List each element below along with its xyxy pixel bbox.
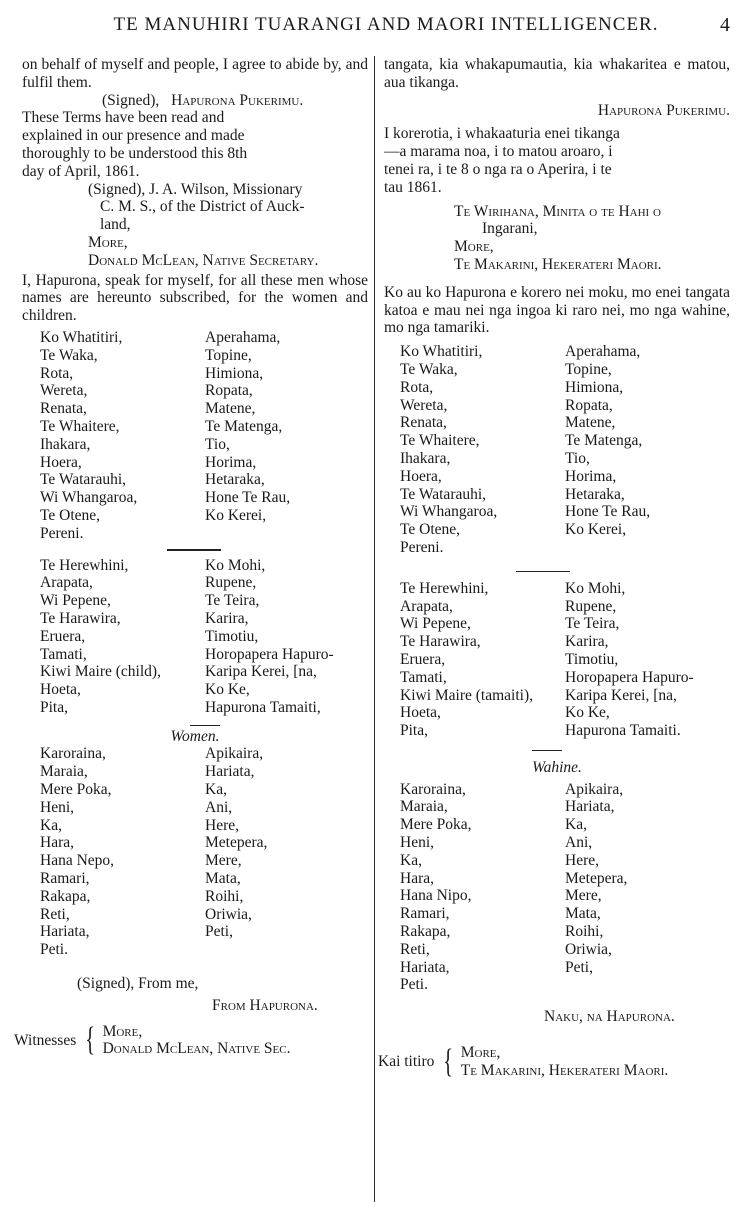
- name-entry: Reti,: [40, 905, 70, 923]
- name-entry: Oriwia,: [565, 940, 612, 958]
- more-name-maori: More,: [454, 238, 494, 256]
- name-entry: Hetaraka,: [565, 485, 625, 503]
- name-entry: Hana Nepo,: [40, 852, 115, 870]
- signed-label: (Signed),: [102, 91, 160, 109]
- name-entry: Te Waka,: [40, 346, 98, 364]
- name-entry: Ramari,: [400, 905, 450, 923]
- women-names-list: [40, 745, 368, 959]
- name-entry: Horima,: [565, 467, 617, 485]
- name-entry: Te Matenga,: [205, 417, 283, 435]
- name-entry: Renata,: [400, 414, 447, 432]
- name-entry: Arapata,: [400, 597, 453, 615]
- name-entry: Heni,: [400, 834, 435, 852]
- name-entry: Ka,: [40, 816, 62, 834]
- name-entry: Te Herewhini,: [40, 556, 129, 574]
- name-entry: Renata,: [40, 400, 87, 418]
- name-entry: Karira,: [565, 633, 609, 651]
- men-names-list-2: [40, 557, 368, 717]
- name-entry: Timotiu,: [205, 627, 259, 645]
- name-entry: Peti.: [40, 941, 68, 959]
- name-entry: Hone Te Rau,: [565, 503, 651, 521]
- name-entry: Ramari,: [40, 870, 90, 888]
- maori-column: [378, 56, 730, 1080]
- name-entry: Ko Ke,: [205, 681, 250, 699]
- witnesses-label: Witnesses: [14, 1031, 77, 1049]
- name-entry: Ko Mohi,: [565, 579, 626, 597]
- name-entry: Te Teira,: [565, 615, 620, 633]
- page-header-title: TE MANUHIRI TUARANGI AND MAORI INTELLIGENCER.: [113, 14, 659, 35]
- intro-paragraph-maori: tangata, kia whakapumautia, kia whakaritea e matou, aua tikanga.: [384, 56, 730, 91]
- name-entry: Wi Pepene,: [400, 615, 471, 633]
- name-entry: Ihakara,: [400, 449, 451, 467]
- name-entry: Hapurona Tamaiti,: [205, 698, 321, 716]
- name-entry: Rota,: [40, 364, 74, 382]
- name-entry: Hariata,: [40, 923, 90, 941]
- name-entry: Pereni.: [400, 538, 444, 556]
- name-entry: Te Whaitere,: [400, 432, 480, 450]
- name-entry: Rota,: [400, 378, 434, 396]
- women-heading: Women.: [170, 727, 220, 745]
- name-entry: Topine,: [565, 360, 612, 378]
- name-entry: Rupene,: [205, 574, 257, 592]
- name-entry: Peti.: [400, 976, 428, 994]
- name-entry: Te Watarauhi,: [400, 485, 487, 503]
- name-entry: Eruera,: [400, 650, 446, 668]
- name-entry: Tio,: [565, 449, 590, 467]
- name-entry: Hoeta,: [40, 681, 81, 699]
- name-entry: Rakapa,: [400, 923, 451, 941]
- mclean-name: Donald McLean, Native Secretary.: [88, 251, 319, 269]
- name-entry: Peti,: [565, 958, 593, 976]
- name-entry: Te Matenga,: [565, 432, 643, 450]
- name-entry: Pita,: [40, 698, 68, 716]
- name-entry: Wereta,: [400, 396, 448, 414]
- name-entry: [205, 525, 375, 543]
- name-entry: Ka,: [205, 781, 227, 799]
- terms-paragraph: These Terms have been read and explained in our presence and made thoroughly to be understood this 8th day of April, 1861.: [22, 109, 248, 180]
- more-name: More,: [88, 233, 128, 251]
- name-entry: Rakapa,: [40, 887, 91, 905]
- name-entry: Te Waka,: [400, 360, 458, 378]
- name-entry: Mere Poka,: [40, 781, 112, 799]
- name-entry: Ko Kerei,: [565, 521, 627, 539]
- name-entry: Peti,: [205, 923, 233, 941]
- name-entry: Pereni.: [40, 524, 84, 542]
- name-entry: Apikaira,: [565, 780, 624, 798]
- name-entry: Kiwi Maire (child),: [40, 663, 161, 681]
- name-entry: Te Herewhini,: [400, 579, 489, 597]
- name-entry: Here,: [565, 851, 599, 869]
- kai-titiro-label: Kai titiro: [378, 1052, 435, 1070]
- women-names-list-maori: [400, 781, 730, 995]
- name-entry: Ihakara,: [40, 435, 91, 453]
- name-entry: Tio,: [205, 435, 230, 453]
- name-entry: [565, 976, 735, 994]
- name-entry: Hariata,: [565, 798, 615, 816]
- name-entry: Ko Whatitiri,: [400, 343, 483, 361]
- witness-mclean: Donald McLean, Native Sec.: [102, 1040, 291, 1058]
- name-entry: Te Otene,: [400, 521, 461, 539]
- english-column: [14, 56, 368, 1059]
- men-names-list-1: [40, 329, 368, 543]
- name-entry: Timotiu,: [565, 650, 619, 668]
- name-entry: Reti,: [400, 940, 430, 958]
- name-entry: Te Harawira,: [400, 633, 481, 651]
- name-entry: Topine,: [205, 346, 252, 364]
- name-entry: Maraia,: [40, 763, 88, 781]
- witness-more: More,: [102, 1022, 143, 1040]
- name-entry: Kiwi Maire (tamaiti),: [400, 686, 533, 704]
- name-entry: Pita,: [400, 722, 428, 740]
- wirihana-line-2: Ingarani,: [482, 220, 538, 238]
- name-entry: Maraia,: [400, 798, 448, 816]
- name-entry: Hoeta,: [400, 704, 441, 722]
- name-entry: Eruera,: [40, 627, 86, 645]
- separator-rule-short-maori: [532, 750, 562, 751]
- name-entry: Te Harawira,: [40, 609, 121, 627]
- name-entry: Ko Ke,: [565, 704, 610, 722]
- name-entry: Karipa Kerei, [na,: [205, 663, 317, 681]
- name-entry: Hara,: [40, 834, 74, 852]
- wirihana-line-1: [384, 203, 730, 221]
- witnesses-block: [14, 1023, 368, 1059]
- name-entry: Ani,: [565, 834, 593, 852]
- name-entry: Ko Whatitiri,: [40, 328, 123, 346]
- name-entry: Ropata,: [565, 396, 613, 414]
- from-hapurona-line: From Hapurona.: [212, 996, 318, 1014]
- speech-paragraph: I, Hapurona, speak for myself, for all these men whose names are hereunto subscribed, for the women and children.: [22, 271, 368, 325]
- witness-makarini: Te Makarini, Hekerateri Maori.: [460, 1061, 669, 1079]
- name-entry: Himiona,: [565, 378, 624, 396]
- name-entry: Matene,: [205, 400, 256, 418]
- name-entry: Te Watarauhi,: [40, 471, 127, 489]
- name-entry: Hapurona Tamaiti.: [565, 722, 681, 740]
- name-entry: Ko Mohi,: [205, 556, 266, 574]
- name-entry: Metepera,: [565, 869, 628, 887]
- name-entry: Hana Nipo,: [400, 887, 472, 905]
- name-entry: Hariata,: [400, 958, 450, 976]
- name-entry: Hara,: [400, 869, 434, 887]
- name-entry: Wi Whangaroa,: [40, 489, 138, 507]
- name-entry: Here,: [205, 816, 239, 834]
- name-entry: Mata,: [565, 905, 601, 923]
- name-entry: Hoera,: [40, 453, 82, 471]
- name-entry: Heni,: [40, 798, 75, 816]
- name-entry: Mere,: [205, 852, 242, 870]
- name-entry: Oriwia,: [205, 905, 252, 923]
- name-entry: Rupene,: [565, 597, 617, 615]
- speech-paragraph-maori: Ko au ko Hapurona e korero nei moku, mo enei tangata katoa e mau nei nga ingoa ki raro nei, mo nga wahine, mo nga tamariki.: [384, 283, 730, 337]
- brace-glyph-maori: {: [443, 1042, 454, 1080]
- name-entry: Horima,: [205, 453, 257, 471]
- name-entry: Wereta,: [40, 382, 88, 400]
- name-entry: Ani,: [205, 798, 233, 816]
- name-entry: Mere,: [565, 887, 602, 905]
- name-entry: Roihi,: [565, 923, 604, 941]
- kai-titiro-names: [461, 1044, 669, 1080]
- name-entry: [205, 941, 375, 959]
- wilson-line-1: (Signed), J. A. Wilson, Missionary: [88, 180, 303, 198]
- name-entry: Aperahama,: [205, 328, 281, 346]
- naku-text: Naku, na Hapurona.: [544, 1008, 675, 1026]
- witness-more-maori: More,: [460, 1044, 501, 1062]
- page-number: 4: [720, 14, 730, 36]
- witnesses-names: [103, 1023, 291, 1059]
- korerotia-paragraph: I korerotia, i whakaaturia enei tikanga—a marama noa, i to matou aroaro, i tenei ra, i te 8 o nga ra o Aperira, i te tau 1861.: [384, 125, 620, 196]
- men-names-list-1-maori: [400, 343, 730, 557]
- name-entry: Horopapera Hapuro-: [565, 668, 694, 686]
- kai-titiro-block: [378, 1044, 730, 1080]
- name-entry: Te Otene,: [40, 506, 101, 524]
- name-entry: Ko Kerei,: [205, 506, 267, 524]
- wilson-line-2: C. M. S., of the District of Auck-: [100, 198, 305, 216]
- signatory-name-maori: Hapurona Pukerimu.: [597, 101, 730, 119]
- name-entry: Hetaraka,: [205, 471, 265, 489]
- name-entry: Tamati,: [40, 645, 87, 663]
- signature-line: [22, 92, 368, 110]
- name-entry: Horopapera Hapuro-: [205, 645, 334, 663]
- name-entry: Tamati,: [400, 668, 447, 686]
- name-entry: Ka,: [565, 816, 587, 834]
- name-entry: Ka,: [400, 851, 422, 869]
- name-entry: Hariata,: [205, 763, 255, 781]
- name-entry: Wi Pepene,: [40, 592, 111, 610]
- wirihana-text: Te Wirihana, Minita o te Hahi o: [454, 202, 662, 220]
- name-entry: Himiona,: [205, 364, 264, 382]
- name-entry: Ropata,: [205, 382, 253, 400]
- name-entry: Karoraina,: [40, 745, 106, 763]
- name-entry: Mere Poka,: [400, 816, 472, 834]
- name-entry: Matene,: [565, 414, 616, 432]
- name-entry: Hoera,: [400, 467, 442, 485]
- name-entry: Mata,: [205, 870, 241, 888]
- name-entry: Arapata,: [40, 574, 93, 592]
- name-entry: Te Whaitere,: [40, 417, 120, 435]
- men-names-list-2-maori: [400, 580, 730, 740]
- name-entry: [565, 539, 735, 557]
- from-me-line: (Signed), From me,: [77, 975, 199, 993]
- name-entry: Aperahama,: [565, 343, 641, 361]
- makarini-name: Te Makarini, Hekerateri Maori.: [454, 255, 662, 273]
- name-entry: Hone Te Rau,: [205, 489, 291, 507]
- intro-paragraph: on behalf of myself and people, I agree to abide by, and fulfil them.: [22, 56, 368, 91]
- name-entry: Roihi,: [205, 887, 244, 905]
- name-entry: Karoraina,: [400, 780, 466, 798]
- name-entry: Apikaira,: [205, 745, 264, 763]
- brace-glyph: {: [85, 1021, 96, 1059]
- separator-rule-short: [190, 725, 220, 726]
- name-entry: Metepera,: [205, 834, 268, 852]
- signatory-name: Hapurona Pukerimu.: [171, 91, 304, 109]
- name-entry: Wi Whangaroa,: [400, 503, 498, 521]
- name-entry: Karipa Kerei, [na,: [565, 686, 677, 704]
- separator-rule: [167, 549, 221, 551]
- name-entry: Karira,: [205, 609, 249, 627]
- separator-rule-maori: [516, 571, 570, 572]
- naku-line: [384, 1008, 730, 1026]
- wilson-line-3: land,: [100, 216, 131, 234]
- name-entry: Te Teira,: [205, 592, 260, 610]
- women-heading-maori: Wahine.: [532, 758, 582, 776]
